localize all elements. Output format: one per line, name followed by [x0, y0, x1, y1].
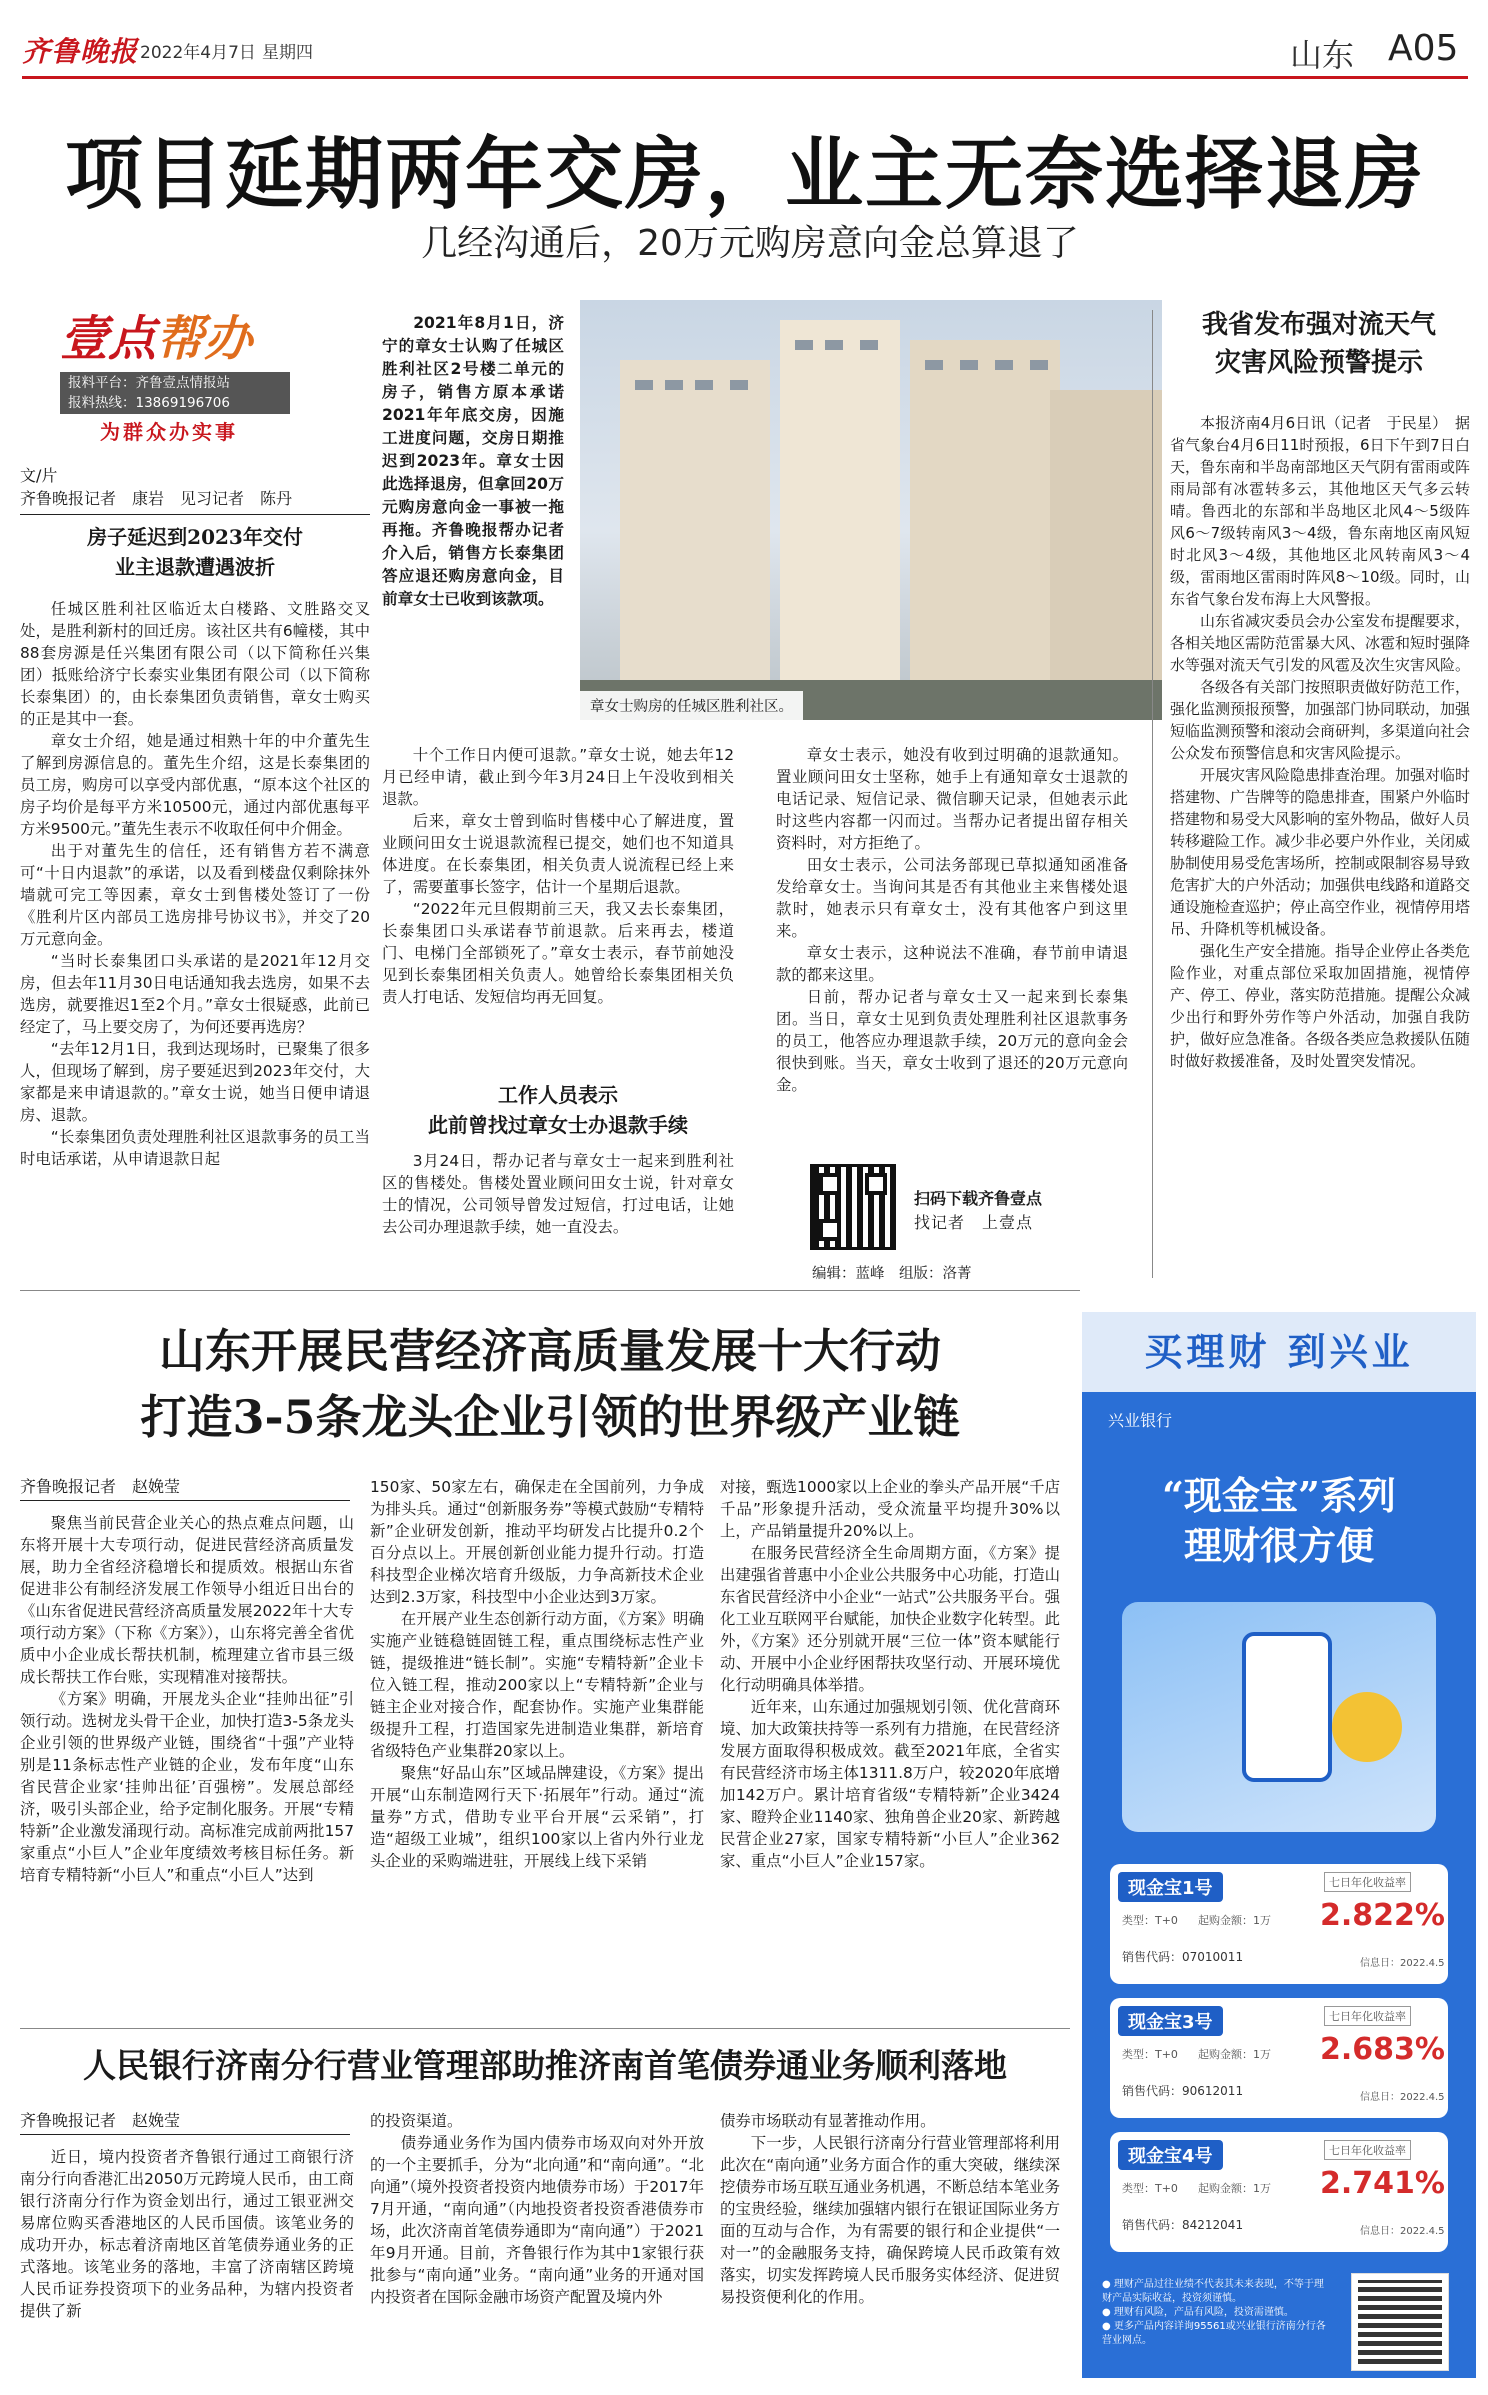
- paragraph: 章女士介绍，她是通过相熟十年的中介董先生了解到房源信息的。董先生介绍，这是长泰集团的员工房，购房可以享受内部优惠，“原本这个社区的房子均价是每平方米10500元，通过内部优惠每平方米9500元。”董先生表示不收取任何中介佣金。: [20, 732, 370, 838]
- paragraph: “当时长泰集团口头承诺的是2021年12月交房，但去年11月30日电话通知我去选房，如果不去选房，就要推迟1至2个月。”章女士很疑惑，此前已经定了，马上要交房了，为何还要再选房？: [20, 952, 370, 1036]
- article1-subheading-1: [20, 522, 370, 582]
- masthead-rule: [22, 76, 1468, 79]
- paragraph: 山东省减灾委员会办公室发布提醒要求，各相关地区需防范雷暴大风、冰雹和短时强降水等强对流天气引发的风雹及次生灾害风险。: [1170, 612, 1470, 674]
- ad-headline-1: “现金宝”系列: [1162, 1473, 1396, 1518]
- subheading-1-line-2: 业主退款遭遇波折: [115, 555, 275, 579]
- paragraph: 聚焦当前民营企业关心的热点难点问题，山东将开展十大专项行动，促进民营经济高质量发展，助力全省经济稳增长和提质效。根据山东省促进非公有制经济发展工作领导小组近日出台的《山东省促进民营经济高质量发展2022年十大专项行动方案》（下称《方案》），山东将完善全省优质中小企业成长帮扶机制，梳理建立省市县三级成长帮扶工作台账，实现精准对接帮扶。: [20, 1514, 354, 1686]
- bangban-logo-brand: [60, 300, 320, 370]
- paragraph: 150家、50家左右，确保走在全国前列，力争成为排头兵。通过“创新服务券”等模式鼓励“专精特新”企业研发创新，推动平均研发占比提升0.2个百分点以上。开展创新创业能力提升行动。打造科技型企业梯次培育升级版，力争高新技术企业达到2.3万家，科技型中小企业达到3万家。: [370, 1478, 704, 1606]
- bangban-contact-box: [60, 372, 290, 414]
- paragraph: 各级各有关部门按照职责做好防范工作，强化监测预报预警，加强部门协同联动，加强短临监测预警和滚动会商研判，多渠道向社会公众发布预警信息和灾害风险提示。: [1170, 678, 1470, 762]
- paragraph: 日前，帮办记者与章女士又一起来到长泰集团。当日，章女士见到负责处理胜利社区退款事务的员工，他答应办理退款手续，20万元的意向金会很快到账。当天，章女士收到了退还的20万元意向金。: [776, 988, 1128, 1094]
- bank-advertisement[interactable]: [1082, 1312, 1476, 2378]
- paragraph: 对接，甄选1000家以上企业的拳头产品开展“千店千品”形象提升活动，受众流量平均提升30%以上，产品销量提升20%以上。: [720, 1478, 1060, 1540]
- article2-column-1: [20, 1512, 354, 2022]
- article1-lead: [382, 312, 564, 692]
- paragraph: 十个工作日内便可退款。”章女士说，她去年12月已经申请，截止到今年3月24日上午没收到相关退款。: [382, 746, 734, 808]
- rate-label: 七日年化收益率: [1324, 2006, 1411, 2026]
- paragraph: 出于对董先生的信任，还有销售方若不满意可“十日内退款”的承诺，以及看到楼盘仅剩除抹外墙就可完工等因素，章女士到售楼处签订了一份《胜利片区内部员工选房排号协议书》，并交了20万元意向金。: [20, 842, 370, 948]
- paragraph: 在开展产业生态创新行动方面，《方案》明确实施产业链稳链固链工程，重点围绕标志性产业链，提级推进“链长制”。实施“专精特新”企业卡位入链工程，推动200家以上“专精特新”企业与链主企业对接合作，配套协作。实施产业集群能级提升工程，打造国家先进制造业集群，新培育省级特色产业集群20家以上。: [370, 1610, 704, 1760]
- product-amount: 起购金额：1万: [1198, 2048, 1271, 2061]
- ad-slogan: 买理财 到兴业: [1082, 1312, 1476, 1392]
- article1-subtitle: 几经沟通后，20万元购房意向金总算退了: [421, 223, 1079, 264]
- article1-byline: 齐鲁晚报记者 康岩 见习记者 陈丹: [20, 489, 293, 508]
- product-name: 现金宝3号: [1118, 2006, 1223, 2036]
- section-divider-2: [20, 2028, 1070, 2029]
- ad-product-card-2[interactable]: [1110, 1998, 1448, 2118]
- building-photo: [580, 300, 1162, 720]
- side-title-line-2: 灾害风险预警提示: [1214, 348, 1423, 378]
- paragraph: 聚焦“好品山东”区域品牌建设，《方案》提出开展“山东制造网行天下·拓展年”行动。通过“流量券”方式，借助专业平台开展“云采销”，打造“超级工业城”，组织100家以上省内外行业龙头企业的采购端进驻，开展线上线下采销: [370, 1764, 704, 1870]
- lead-paragraph: 2021年8月1日，济宁的章女士认购了任城区胜利社区2号楼二单元的房子，销售方原本承诺2021年年底交房，因施工进度问题，交房日期推迟到2023年。章女士因此选择退房，但拿回20万元购房意向金一事被一拖再拖。齐鲁晚报帮办记者介入后，销售方长泰集团答应退还购房意向金，目前章女士已收到该款项。: [382, 314, 564, 608]
- article3-column-2: [370, 2110, 704, 2378]
- ad-note: ● 理财产品过往业绩不代表其未来表现，不等于理财产品实际收益，投资须谨慎。: [1102, 2279, 1324, 2304]
- product-type: 类型：T+0: [1122, 2182, 1178, 2195]
- rate-date: 信息日：2022.4.5: [1360, 2092, 1445, 2103]
- paragraph: 下一步，人民银行济南分行营业管理部将利用此次在“南向通”业务方面合作的重大突破，继续深挖债券市场互联互通业务机遇，不断总结本笔业务的宝贵经验，继续加强辖内银行在银证国际业务方面的互动与合作，为有需要的银行和企业提供“一对一”的金融服务支持，确保跨境人民币政策有效落实，切实发挥跨境人民币服务实体经济、促进贸易投资便利化的作用。: [720, 2134, 1060, 2306]
- paragraph: 章女士表示，她没有收到过明确的退款通知。置业顾问田女士坚称，她手上有通知章女士退款的电话记录、短信记录、微信聊天记录，但她表示此时这些内容都一闪而过。当帮办记者提出留存相关资料时，对方拒绝了。: [776, 746, 1128, 852]
- issue-weekday: 星期四: [262, 43, 313, 63]
- product-name: 现金宝4号: [1118, 2140, 1223, 2170]
- brand-part-a: 壹点: [60, 311, 157, 367]
- ad-product-card-1[interactable]: [1110, 1864, 1448, 1984]
- rate-label: 七日年化收益率: [1324, 2140, 1411, 2160]
- article1-column-3: [776, 744, 1128, 1138]
- paragraph: 强化生产安全措施。指导企业停止各类危险作业，对重点部位采取加固措施，视情停产、停工、停业，落实防范措施。提醒公众减少出行和野外劳作等户外活动，加强自我防护，做好应急准备。各级各类应急救援队伍随时做好救援准备，及时处置突发情况。: [1170, 942, 1470, 1070]
- ad-illustration: [1122, 1602, 1436, 1832]
- bangban-slogan: 为群众办实事: [100, 420, 238, 444]
- article3-column-3: [720, 2110, 1060, 2378]
- article1-title: 项目延期两年交房，业主无奈选择退房: [64, 129, 1425, 220]
- paragraph: 债券市场联动有显著推动作用。: [720, 2112, 936, 2130]
- paragraph: “长泰集团负责处理胜利社区退款事务的员工当时电话承诺，从申请退款日起: [20, 1128, 370, 1168]
- article2-title-line-2: 打造3-5条龙头企业引领的世界级产业链: [140, 1390, 960, 1444]
- photo-illustration: [580, 300, 1162, 720]
- bangban-logo: [60, 300, 360, 444]
- paragraph: 的投资渠道。: [370, 2112, 463, 2130]
- paragraph: 近日，境内投资者齐鲁银行通过工商银行济南分行向香港汇出2050万元跨境人民币，由工商银行济南分行作为资金划出行，通过工银亚洲交易席位购买香港地区的人民币国债。该笔业务的成功开办，标志着济南地区首笔债券通业务的正式落地。该笔业务的落地，丰富了济南辖区跨境人民币证券投资项下的业务品种，为辖内投资者提供了新: [20, 2148, 354, 2320]
- ad-headline-2: 理财很方便: [1183, 1523, 1374, 1568]
- editor-credit: 编辑：蓝峰 组版：洛菁: [812, 1266, 972, 1282]
- paragraph: 后来，章女士曾到临时售楼中心了解进度，置业顾问田女士说退款流程已提交，她们也不知道具体进度。在长泰集团，相关负责人说流程已经上来了，需要董事长签字，估计一个星期后退款。: [382, 812, 734, 896]
- report-platform: 报料平台：齐鲁壹点情报站: [68, 375, 230, 391]
- qr-caption-1: 扫码下载齐鲁壹点: [914, 1189, 1043, 1208]
- paragraph: 近年来，山东通过加强规划引领、优化营商环境、加大政策扶持等一系列有力措施，在民营经济发展方面取得积极成效。截至2021年底，全省实有民营经济市场主体1311.8万户，较2020年底增加142万户。累计培育省级“专精特新”企业3424家、瞪羚企业1140家、独角兽企业20家、新跨越民营企业27家，国家专精特新“小巨人”企业362家、重点“小巨人”企业157家。: [720, 1698, 1060, 1870]
- article2-byline: 齐鲁晚报记者 赵娩莹: [20, 1477, 181, 1496]
- subheading-2-line-1: 工作人员表示: [498, 1083, 618, 1107]
- product-rate: 2.741%: [1320, 2166, 1445, 2201]
- paragraph: “去年12月1日，我到达现场时，已聚集了很多人，但现场了解到，房子要延迟到2023年交付，大家都是来申请退款的。”章女士说，她当日便申请退房、退款。: [20, 1040, 370, 1124]
- rate-label: 七日年化收益率: [1324, 1872, 1411, 1892]
- article1-byline-label: 文/片: [20, 466, 58, 485]
- product-code: 销售代码：84212041: [1122, 2218, 1244, 2232]
- article3-byline: 齐鲁晚报记者 赵娩莹: [20, 2111, 181, 2130]
- article2-column-2: [370, 1476, 704, 2022]
- product-code: 销售代码：07010011: [1122, 1950, 1244, 1964]
- photo-caption: 章女士购房的任城区胜利社区。: [580, 691, 803, 720]
- section-name: 山东: [1290, 36, 1355, 74]
- masthead: [0, 0, 1488, 82]
- paragraph: 3月24日，帮办记者与章女士一起来到胜利社区的售楼处。售楼处置业顾问田女士说，针对章女士的情况，公司领导曾发过短信，打过电话，让她去公司办理退款手续，她一直没去。: [382, 1152, 734, 1236]
- product-rate: 2.683%: [1320, 2032, 1445, 2067]
- article1-column-2b: [382, 1150, 734, 1276]
- paragraph: “2022年元旦假期前三天，我又去长泰集团，长泰集团口头承诺春节前退款。后来再去，楼道门、电梯门全部锁死了。”章女士表示，春节前她没见到长泰集团相关负责人。她曾给长泰集团相关负责人打电话、发短信均再无回复。: [382, 900, 734, 1006]
- page-number: A05: [1388, 28, 1459, 69]
- side-title: [1164, 306, 1474, 382]
- brand-part-b: 帮办: [156, 311, 253, 367]
- paper-logo: 齐鲁晚报: [22, 35, 139, 68]
- section-divider: [20, 1290, 1080, 1291]
- paragraph: 在服务民营经济全生命周期方面，《方案》提出建强省普惠中小企业公共服务中心功能，打造山东省民营经济中小企业“一站式”公共服务平台。强化工业互联网平台赋能，加快企业数字化转型。此外，《方案》还分别就开展“三位一体”资本赋能行动、开展中小企业纾困帮扶攻坚行动、开展环境优化行动明确具体举措。: [720, 1544, 1060, 1694]
- article1-column-1: [20, 598, 370, 1276]
- product-rate: 2.822%: [1320, 1898, 1445, 1933]
- side-title-line-1: 我省发布强对流天气: [1201, 310, 1436, 340]
- subheading-2-line-2: 此前曾找过章女士办退款手续: [428, 1113, 688, 1137]
- paragraph: 《方案》明确，开展龙头企业“挂帅出征”引领行动。选树龙头骨干企业，加快打造3-5条龙头企业引领的世界级产业链，围绕省“十强”产业特别是11条标志性产业链的企业，发布年度“山东省民营企业家‘挂帅出征’百强榜”。发展总部经济，吸引头部企业，给予定制化服务。开展“专精特新”企业激发涌现行动。高标准完成前两批157家重点“小巨人”企业年度绩效考核目标任务。新培育专精特新“小巨人”和重点“小巨人”达到: [20, 1690, 354, 1884]
- product-type: 类型：T+0: [1122, 2048, 1178, 2061]
- report-hotline: 报料热线：13869196706: [68, 395, 230, 411]
- paragraph: 田女士表示，公司法务部现已草拟通知函准备发给章女士。当询问其是否有其他业主来售楼处退款时，她表示只有章女士，没有其他客户到这里来。: [776, 856, 1128, 940]
- article2-column-3: [720, 1476, 1060, 2022]
- rate-date: 信息日：2022.4.5: [1360, 2226, 1445, 2237]
- ad-bank-name: 兴业银行: [1108, 1411, 1173, 1430]
- qr-code-icon[interactable]: [810, 1164, 896, 1250]
- qr-download-box: [810, 1164, 1110, 1254]
- product-amount: 起购金额：1万: [1198, 2182, 1271, 2195]
- paragraph: 开展灾害风险隐患排查治理。加强对临时搭建物、广告牌等的隐患排查，围紧户外临时搭建物和易受大风影响的室外物品，做好人员转移避险工作。减少非必要户外作业，关闭威胁制使用易受危害场所，控制或限制容易导致危害扩大的户外活动；加强供电线路和道路交通设施检查巡护；停止高空作业，视情停用塔吊、升降机等机械设备。: [1170, 766, 1470, 938]
- product-name: 现金宝1号: [1118, 1872, 1223, 1902]
- product-amount: 起购金额：1万: [1198, 1914, 1271, 1927]
- ad-product-card-3[interactable]: [1110, 2132, 1448, 2252]
- issue-date: 2022年4月7日: [140, 43, 256, 63]
- subheading-1-line-1: 房子延迟到2023年交付: [87, 525, 303, 549]
- article1-column-2: [382, 744, 734, 1070]
- article2-title-line-1: 山东开展民营经济高质量发展十大行动: [159, 1324, 941, 1378]
- product-type: 类型：T+0: [1122, 1914, 1178, 1927]
- byline-rule-2: [20, 1500, 350, 1501]
- byline-rule-3: [20, 2134, 350, 2135]
- article2-title: [20, 1318, 1080, 1450]
- column-separator: [1152, 310, 1153, 1278]
- ad-note: ● 理财有风险，产品有风险，投资需谨慎。: [1102, 2307, 1294, 2318]
- paragraph: 章女士表示，这种说法不准确，春节前申请退款的都来这里。: [776, 944, 1128, 984]
- article1-subheading-2: [382, 1080, 734, 1140]
- paragraph: 本报济南4月6日讯（记者 于民星） 据省气象台4月6日11时预报，6日下午到7日白天，鲁东南和半岛南部地区天气阴有雷雨或阵雨局部有冰雹转多云，其他地区天气多云转晴。鲁西北的东部和半岛地区北风4～5级阵风6～7级转南风3～4级，鲁东南地区南风短时北风3～4级，其他地区北风转南风3～4级，雷雨地区雷雨时阵风8～10级。同时，山东省气象台发布海上大风警报。: [1170, 414, 1470, 608]
- qr-caption-2: 找记者 上壹点: [914, 1213, 1034, 1232]
- product-code: 销售代码：90612011: [1122, 2084, 1244, 2098]
- article3-column-1: [20, 2146, 354, 2378]
- article3-title: 人民银行济南分行营业管理部助推济南首笔债券通业务顺利落地: [83, 2046, 1007, 2085]
- byline-rule: [20, 514, 370, 515]
- paragraph: 任城区胜利社区临近太白楼路、文胜路交叉处，是胜利新村的回迁房。该社区共有6幢楼，其中88套房源是任兴集团有限公司（以下简称任兴集团）抵账给济宁长泰实业集团有限公司（以下简称长泰集团）的，由长泰集团负责销售，章女士购买的正是其中一套。: [20, 600, 370, 728]
- rate-date: 信息日：2022.4.5: [1360, 1958, 1445, 1969]
- paragraph: 债券通业务作为国内债券市场双向对外开放的一个主要抓手，分为“北向通”和“南向通”。“北向通”（境外投资者投资内地债券市场）于2017年7月开通，“南向通”（内地投资者投资香港债券市场，此次济南首笔债券通即为“南向通”）于2021年9月开通。目前，齐鲁银行作为其中1家银行获批参与“南向通”业务。“南向通”业务的开通对国内投资者在国际金融市场资产配置及境内外: [370, 2134, 704, 2306]
- ad-note: ● 更多产品内容详询95561或兴业银行济南分行各营业网点。: [1102, 2321, 1326, 2346]
- side-column: [1170, 412, 1470, 1278]
- ad-notes: [1102, 2278, 1332, 2348]
- ad-qr-code-icon[interactable]: [1352, 2274, 1448, 2370]
